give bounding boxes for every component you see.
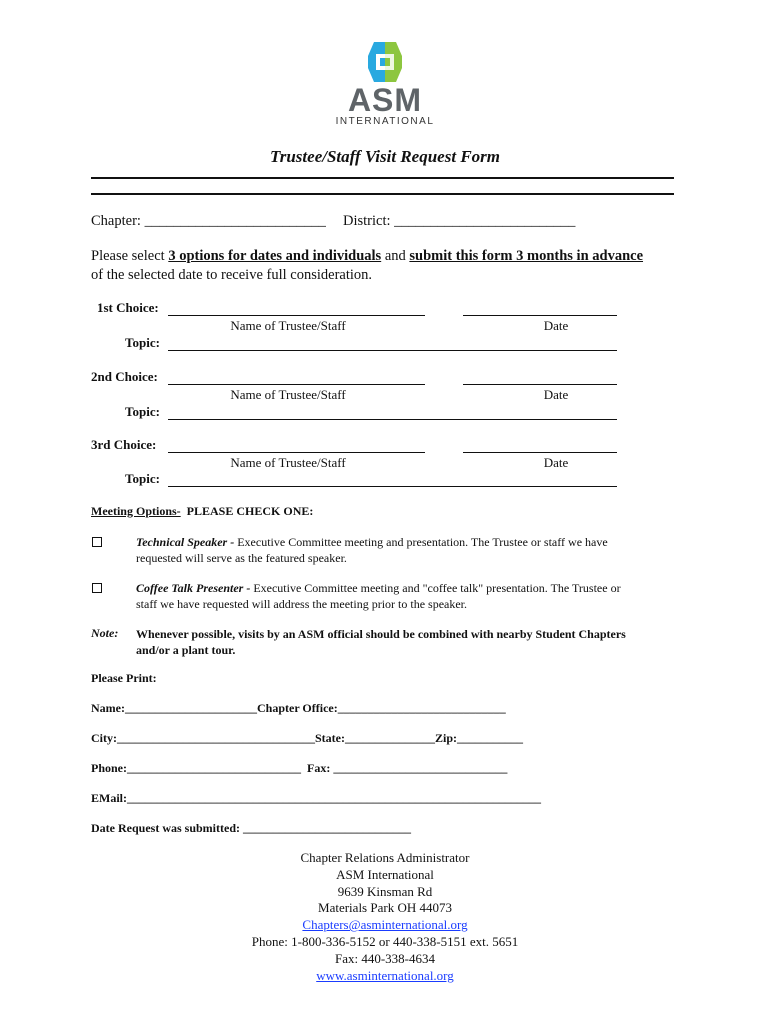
contact-email-link[interactable]: Chapters@asminternational.org — [302, 917, 468, 933]
choice-3-topic-label: Topic: — [125, 471, 160, 486]
choice-1-date-caption: Date — [543, 318, 569, 333]
chapter-label: Chapter: — [91, 213, 141, 229]
title-rule-top — [91, 177, 674, 179]
name-office-field[interactable]: Name:______________________Chapter Office:____________________________ — [91, 701, 506, 715]
choice-3-date-line[interactable] — [463, 452, 617, 453]
district-field[interactable] — [343, 213, 575, 230]
chapter-blank[interactable]: _________________________ — [144, 213, 326, 229]
choice-1-label: 1st Choice: — [97, 300, 159, 315]
asm-logo — [318, 36, 452, 128]
contact-website-link[interactable]: www.asminternational.org — [316, 967, 454, 983]
contact-block — [0, 850, 770, 984]
choice-1-name-line[interactable] — [168, 315, 425, 316]
district-label: District: — [343, 213, 391, 229]
technical-speaker-option: Technical Speaker - Executive Committee meeting and presentation. The Trustee or staff we have requested will serve as the featured speaker. — [136, 535, 608, 565]
choice-2-topic-line[interactable] — [168, 419, 617, 420]
choice-2-date-caption: Date — [543, 387, 569, 402]
logo-wordmark: ASM — [347, 82, 423, 118]
choice-3-topic-line[interactable] — [168, 486, 617, 487]
contact-fax: Fax: 440-338-4634 — [334, 950, 436, 966]
coffee-talk-checkbox[interactable] — [92, 583, 102, 593]
note-text: Whenever possible, visits by an ASM official should be combined with nearby Student Chapters and/or a plant tour. — [136, 627, 626, 657]
city-state-zip-field[interactable]: City:_________________________________State:_______________Zip:___________ — [91, 731, 523, 745]
instructions: Please select 3 options for dates and individuals and submit this form 3 months in advance of the selected date to receive full consideration. — [91, 248, 644, 283]
phone-fax-field[interactable]: Phone:_____________________________ Fax: _____________________________ — [91, 761, 508, 775]
contact-org: ASM International — [336, 866, 434, 882]
coffee-talk-option: Coffee Talk Presenter - Executive Committee meeting and "coffee talk" presentation. The Trustee or staff we have requested will address the meeting prior to the speaker. — [136, 581, 621, 611]
choice-2-label: 2nd Choice: — [91, 369, 158, 384]
choice-1-topic-label: Topic: — [125, 335, 160, 350]
please-print-heading: Please Print: — [91, 671, 157, 685]
contact-title: Chapter Relations Administrator — [300, 850, 470, 865]
choice-1-date-line[interactable] — [463, 315, 617, 316]
instr-emphasis-1: 3 options for dates and individuals — [168, 248, 382, 264]
form-title: Trustee/Staff Visit Request Form — [269, 147, 500, 166]
note-label: Note: — [91, 626, 119, 640]
choice-2-name-line[interactable] — [168, 384, 425, 385]
choice-3-name-line[interactable] — [168, 452, 425, 453]
contact-street: 9639 Kinsman Rd — [337, 883, 433, 899]
choice-2-name-caption: Name of Trustee/Staff — [230, 387, 346, 402]
chapter-field[interactable] — [91, 213, 326, 230]
instr-emphasis-2: submit this form 3 months in advance — [409, 248, 644, 264]
choice-2-date-line[interactable] — [463, 384, 617, 385]
choice-3-date-caption: Date — [543, 455, 569, 470]
choice-1-topic-line[interactable] — [168, 350, 617, 351]
choice-1-name-caption: Name of Trustee/Staff — [230, 318, 346, 333]
choice-2-topic-label: Topic: — [125, 404, 160, 419]
date-submitted-field[interactable]: Date Request was submitted: ____________________________ — [91, 821, 411, 835]
email-field[interactable]: EMail:_____________________________________________________________________ — [91, 791, 541, 805]
meeting-options-heading: Meeting Options- PLEASE CHECK ONE: — [91, 504, 314, 518]
choice-3-name-caption: Name of Trustee/Staff — [230, 455, 346, 470]
logo-subtitle: INTERNATIONAL — [335, 116, 435, 127]
technical-speaker-checkbox[interactable] — [92, 537, 102, 547]
title-rule-bottom — [91, 193, 674, 195]
choice-3-label: 3rd Choice: — [91, 437, 157, 452]
contact-phone: Phone: 1-800-336-5152 or 440-338-5151 ext. 5651 — [251, 933, 519, 949]
district-blank[interactable]: _________________________ — [394, 213, 576, 229]
contact-city: Materials Park OH 44073 — [318, 900, 452, 916]
asm-hexagon-icon — [318, 36, 452, 86]
